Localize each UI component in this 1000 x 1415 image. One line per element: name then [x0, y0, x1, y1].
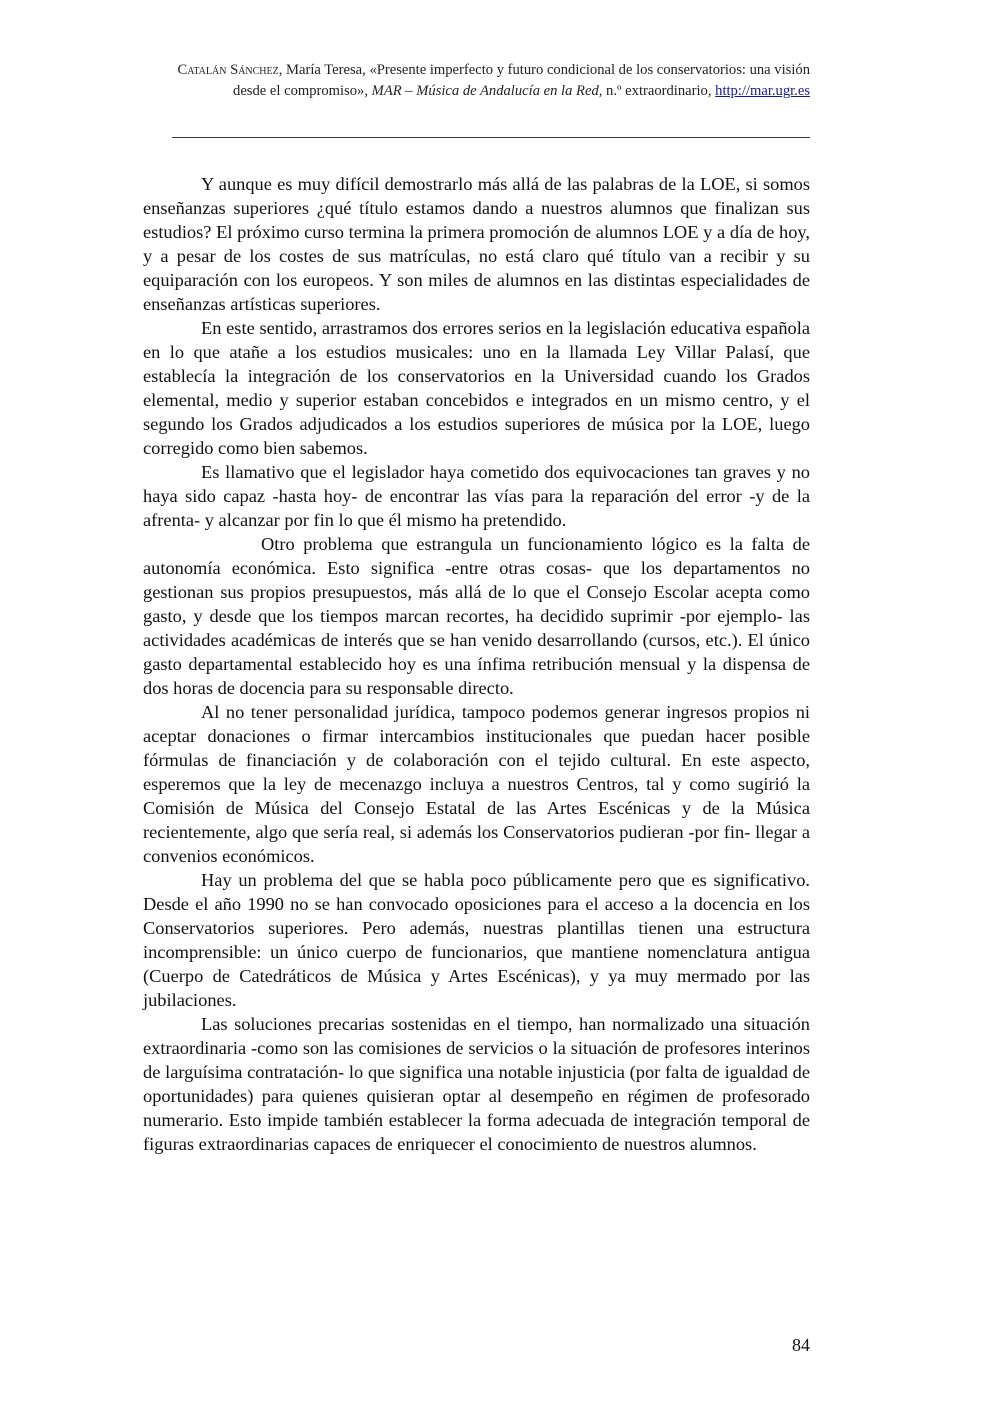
paragraph: Y aunque es muy difícil demostrarlo más allá de las palabras de la LOE, si somos enseñanzas superiores ¿qué título estamos dando a nuestros alumnos que finalizan sus estudios? El próximo curso termina la primera promoción de alumnos LOE y a día de hoy, y a pesar de los costes de sus matrículas, no está claro qué título van a recibir y su equiparación con los europeos. Y son miles de alumnos en las distintas especialidades de enseñanzas artísticas superiores. [143, 174, 810, 314]
running-header [150, 60, 810, 102]
header-author-rest: , María Teresa, [278, 62, 370, 78]
body-text [143, 172, 810, 1156]
header-journal: MAR – Música de Andalucía en la Red, [371, 83, 603, 99]
paragraph: Es llamativo que el legislador haya cometido dos equivocaciones tan graves y no haya sido capaz -hasta hoy- de encontrar las vías para la reparación del error -y de la afrenta- y alcanzar por fin lo que él mismo ha pretendido. [143, 462, 810, 530]
paragraph: Al no tener personalidad jurídica, tampoco podemos generar ingresos propios ni aceptar donaciones o firmar intercambios institucionales que puedan hacer posible fórmulas de financiación y de colaboración con el tejido cultural. En este aspecto, esperemos que la ley de mecenazgo incluya a nuestros Centros, tal y como sugirió la Comisión de Música del Consejo Estatal de las Artes Escénicas y de la Música recientemente, algo que sería real, si además los Conservatorios pudieran -por fin- llegar a convenios económicos. [143, 702, 810, 866]
page-number: 84 [792, 1335, 810, 1355]
header-issue: n.º extraordinario, [602, 83, 716, 99]
header-divider [172, 137, 810, 138]
paragraph: Las soluciones precarias sostenidas en el tiempo, han normalizado una situación extraordinaria -como son las comisiones de servicios o la situación de profesores interinos de larguísima contratación- lo que significa una notable injusticia (por falta de igualdad de oportunidades) para quienes quisieran optar al desempeño en régimen de profesorado numerario. Esto impide también establecer la forma adecuada de integración temporal de figuras extraordinarias capaces de enriquecer el conocimiento de nuestros alumnos. [143, 1014, 810, 1154]
header-url-link[interactable]: http://mar.ugr.es [715, 83, 810, 99]
header-author-surname: Catalán Sánchez [177, 62, 279, 78]
header-separator: , [364, 83, 372, 99]
paragraph: Hay un problema del que se habla poco públicamente pero que es significativo. Desde el año 1990 no se han convocado oposiciones para el acceso a la docencia en los Conservatorios superiores. Pero además, nuestras plantillas tienen una estructura incomprensible: un único cuerpo de funcionarios, que mantiene nomenclatura antigua (Cuerpo de Catedráticos de Música y Artes Escénicas), y ya muy mermado por las jubilaciones. [143, 870, 810, 1010]
paragraph: Otro problema que estrangula un funcionamiento lógico es la falta de autonomía económica. Esto significa -entre otras cosas- que los departamentos no gestionan sus propios presupuestos, más allá de lo que el Consejo Escolar acepta como gasto, y desde que los tiempos marcan recortes, ha decidido suprimir -por ejemplo- las actividades académicas de interés que se han venido desarrollando (cursos, etc.). El único gasto departamental establecido hoy es una ínfima retribución mensual y la dispensa de dos horas de docencia para su responsable directo. [143, 534, 810, 698]
paragraph: En este sentido, arrastramos dos errores serios en la legislación educativa española en lo que atañe a los estudios musicales: uno en la llamada Ley Villar Palasí, que establecía la integración de los conservatorios en la Universidad cuando los Grados elemental, medio y superior estaban concebidos e integrados en un mismo centro, y el segundo los Grados adjudicados a los estudios superiores de música por la LOE, luego corregido como bien sabemos. [143, 318, 810, 458]
header-article-title: «Presente imperfecto y futuro condicional de los conservatorios: una visión desde el compromiso» [233, 62, 810, 99]
